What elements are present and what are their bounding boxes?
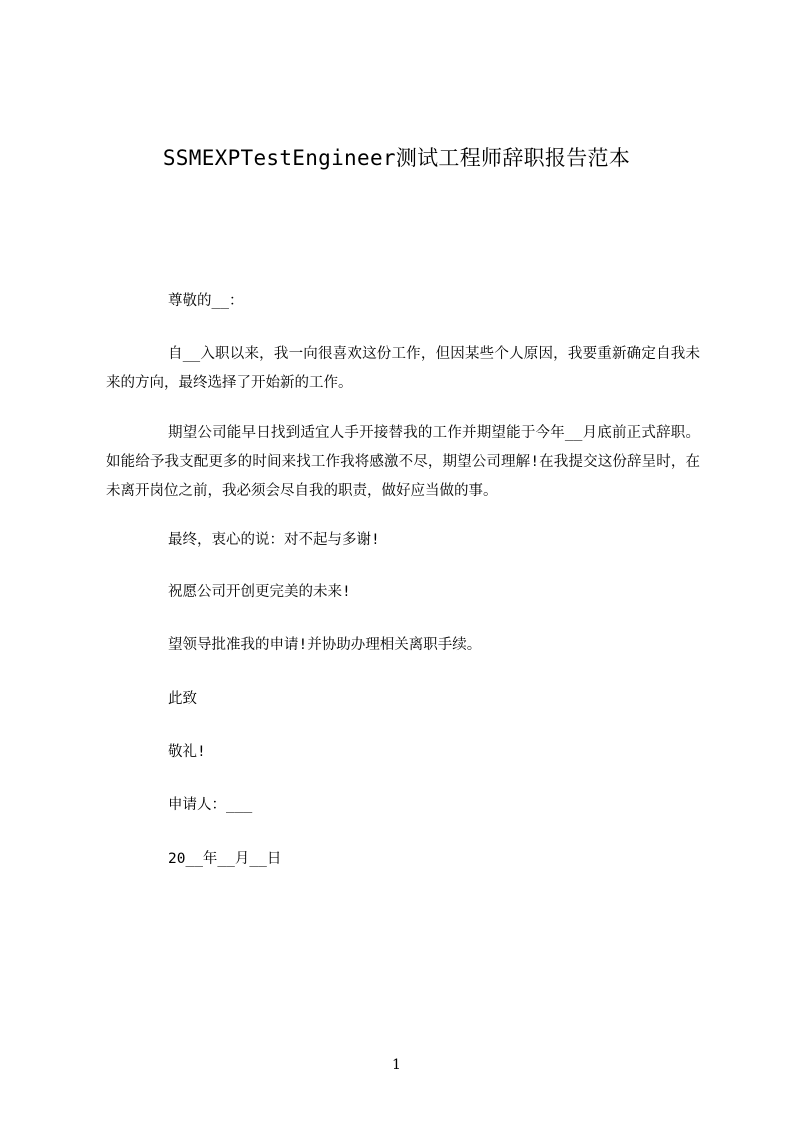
request-line: 望领导批准我的申请!并协助办理相关离职手续。 — [168, 637, 482, 653]
regards-line-2: 敬礼! — [168, 744, 206, 760]
salutation: 尊敬的__： — [168, 293, 244, 309]
page-number: 1 — [392, 1057, 401, 1073]
closing-line: 最终，衷心的说：对不起与多谢! — [168, 532, 380, 548]
wish-line: 祝愿公司开创更完美的未来! — [168, 584, 351, 600]
paragraph-resignation-details: 期望公司能早日找到适宜人手开接替我的工作并期望能于今年__月底前正式辞职。如能给予我支配更多的时间来找工作我将感激不尽，期望公司理解!在我提交这份辞呈时，在未离开岗位之前，我必须会尽自我的职责，做好应当做的事。 — [106, 425, 700, 499]
date-line: 20__年__月__日 — [168, 851, 282, 867]
applicant-line: 申请人：___ — [168, 797, 253, 813]
paragraph-intro: 自__入职以来，我一向很喜欢这份工作，但因某些个人原因，我要重新确定自我未来的方向，最终选择了开始新的工作。 — [106, 346, 700, 391]
regards-line-1: 此致 — [168, 691, 197, 707]
document-title: SSMEXPTestEngineer测试工程师辞职报告范本 — [162, 146, 631, 170]
